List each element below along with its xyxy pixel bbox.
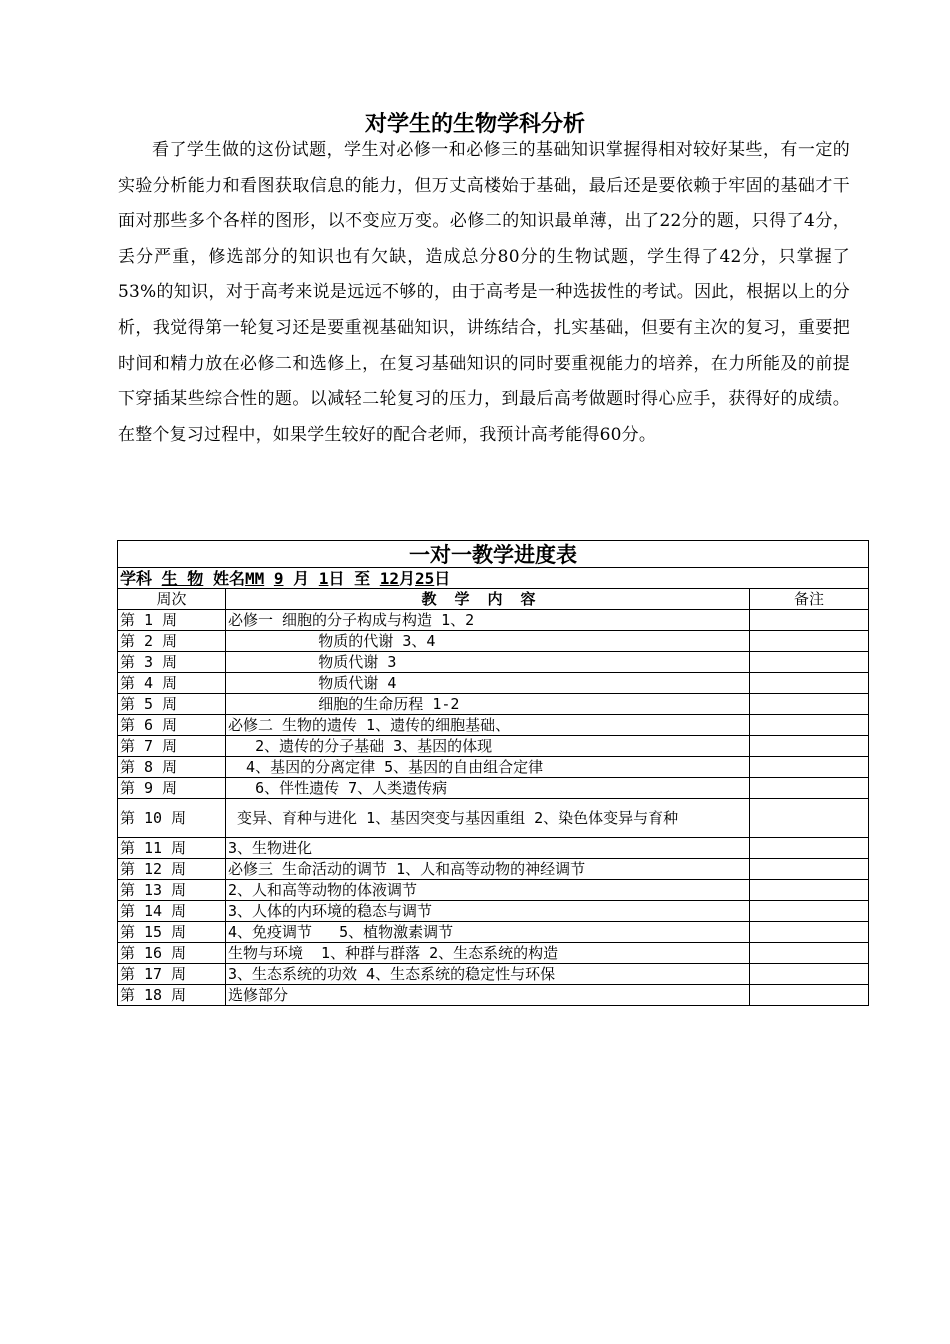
- notes-cell: [750, 985, 869, 1006]
- start-month-label: 月: [293, 568, 310, 588]
- content-cell: 必修一 细胞的分子构成与构造 1、2: [226, 610, 750, 631]
- table-row: [118, 778, 869, 799]
- notes-cell: [750, 736, 869, 757]
- notes-cell: [750, 673, 869, 694]
- notes-cell: [750, 964, 869, 985]
- content-cell: 物质代谢 3: [226, 652, 750, 673]
- week-cell: 第 11 周: [118, 838, 226, 859]
- end-month: 12: [379, 568, 400, 588]
- notes-cell: [750, 652, 869, 673]
- content-cell: 3、人体的内环境的稳态与调节: [226, 901, 750, 922]
- week-cell: 第 4 周: [118, 673, 226, 694]
- week-cell: 第 10 周: [118, 799, 226, 838]
- subject-label: 学科: [120, 568, 153, 588]
- notes-cell: [750, 610, 869, 631]
- name-label: 姓名: [212, 568, 245, 588]
- content-cell: 变异、育种与进化 1、基因突变与基因重组 2、染色体变异与育种: [226, 799, 750, 838]
- notes-cell: [750, 799, 869, 838]
- notes-cell: [750, 922, 869, 943]
- table-row: [118, 985, 869, 1006]
- notes-cell: [750, 715, 869, 736]
- content-cell: 3、生态系统的功效 4、生态系统的稳定性与环保: [226, 964, 750, 985]
- content-cell: 细胞的生命历程 1-2: [226, 694, 750, 715]
- content-cell: 必修三 生命活动的调节 1、人和高等动物的神经调节: [226, 859, 750, 880]
- week-cell: 第 13 周: [118, 880, 226, 901]
- start-month: 9: [273, 568, 284, 588]
- notes-cell: [750, 778, 869, 799]
- content-cell: 6、伴性遗传 7、人类遗传病: [226, 778, 750, 799]
- table-row: [118, 880, 869, 901]
- table-row: [118, 694, 869, 715]
- schedule-table: [117, 540, 869, 1006]
- start-day-label: 日: [328, 568, 345, 588]
- subject-value: 生 物: [161, 568, 204, 588]
- schedule-title: 一对一教学进度表: [118, 541, 869, 568]
- table-row: [118, 901, 869, 922]
- week-cell: 第 9 周: [118, 778, 226, 799]
- content-cell: 2、遗传的分子基础 3、基因的体现: [226, 736, 750, 757]
- name-value: MM: [244, 568, 265, 588]
- content-cell: 4、免疫调节 5、植物激素调节: [226, 922, 750, 943]
- week-cell: 第 6 周: [118, 715, 226, 736]
- week-cell: 第 15 周: [118, 922, 226, 943]
- notes-cell: [750, 757, 869, 778]
- table-row: [118, 859, 869, 880]
- week-cell: 第 3 周: [118, 652, 226, 673]
- end-day: 25: [415, 568, 435, 588]
- content-cell: 3、生物进化: [226, 838, 750, 859]
- week-cell: 第 16 周: [118, 943, 226, 964]
- table-row: [118, 652, 869, 673]
- schedule-info-row: [118, 568, 869, 589]
- content-cell: 必修二 生物的遗传 1、遗传的细胞基础、: [226, 715, 750, 736]
- table-row: [118, 943, 869, 964]
- page-title: 对学生的生物学科分析: [364, 111, 585, 137]
- week-cell: 第 2 周: [118, 631, 226, 652]
- table-row: [118, 610, 869, 631]
- content-cell: 4、基因的分离定律 5、基因的自由组合定律: [226, 757, 750, 778]
- week-cell: 第 1 周: [118, 610, 226, 631]
- schedule-info: [118, 568, 869, 589]
- week-cell: 第 7 周: [118, 736, 226, 757]
- week-cell: 第 17 周: [118, 964, 226, 985]
- notes-cell: [750, 901, 869, 922]
- week-column-header: 周次: [118, 589, 226, 610]
- notes-cell: [750, 694, 869, 715]
- schedule-title-row: [118, 541, 869, 568]
- content-cell: 生物与环境 1、种群与群落 2、生态系统的构造: [226, 943, 750, 964]
- start-day: 1: [318, 568, 329, 588]
- week-cell: 第 18 周: [118, 985, 226, 1006]
- table-row: [118, 631, 869, 652]
- content-cell: 物质的代谢 3、4: [226, 631, 750, 652]
- content-column-header: 教学内容: [226, 589, 750, 610]
- content-cell: 物质代谢 4: [226, 673, 750, 694]
- week-cell: 第 14 周: [118, 901, 226, 922]
- table-row: [118, 838, 869, 859]
- notes-column-header: 备注: [750, 589, 869, 610]
- end-month-label: 月: [399, 568, 416, 588]
- content-cell: 选修部分: [226, 985, 750, 1006]
- table-row: [118, 736, 869, 757]
- table-row: [118, 964, 869, 985]
- table-row: [118, 673, 869, 694]
- week-cell: 第 8 周: [118, 757, 226, 778]
- week-cell: 第 5 周: [118, 694, 226, 715]
- analysis-paragraph: 看了学生做的这份试题，学生对必修一和必修三的基础知识掌握得相对较好某些，有一定的实验分析能力和看图获取信息的能力，但万丈高楼始于基础，最后还是要依赖于牢固的基础才干面对那些多个各样的图形，以不变应万变。必修二的知识最单薄，出了22分的题，只得了4分，丢分严重，修选部分的知识也有欠缺，造成总分80分的生物试题，学生得了42分，只掌握了53%的知识，对于高考来说是远远不够的，由于高考是一种选拔性的考试。因此，根据以上的分析，我觉得第一轮复习还是要重视基础知识，讲练结合，扎实基础，但要有主次的复习，重要把时间和精力放在必修二和选修上，在复习基础知识的同时要重视能力的培养，在力所能及的前提下穿插某些综合性的题。以减轻二轮复习的压力，到最后高考做题时得心应手，获得好的成绩。在整个复习过程中，如果学生较好的配合老师，我预计高考能得60分。: [118, 140, 850, 445]
- table-row: [118, 922, 869, 943]
- end-day-label: 日: [434, 568, 451, 588]
- schedule-header-row: [118, 589, 869, 610]
- notes-cell: [750, 943, 869, 964]
- notes-cell: [750, 859, 869, 880]
- content-cell: 2、人和高等动物的体液调节: [226, 880, 750, 901]
- week-cell: 第 12 周: [118, 859, 226, 880]
- notes-cell: [750, 631, 869, 652]
- table-row: [118, 799, 869, 838]
- to-label: 至: [354, 568, 371, 588]
- table-row: [118, 757, 869, 778]
- notes-cell: [750, 880, 869, 901]
- notes-cell: [750, 838, 869, 859]
- table-row: [118, 715, 869, 736]
